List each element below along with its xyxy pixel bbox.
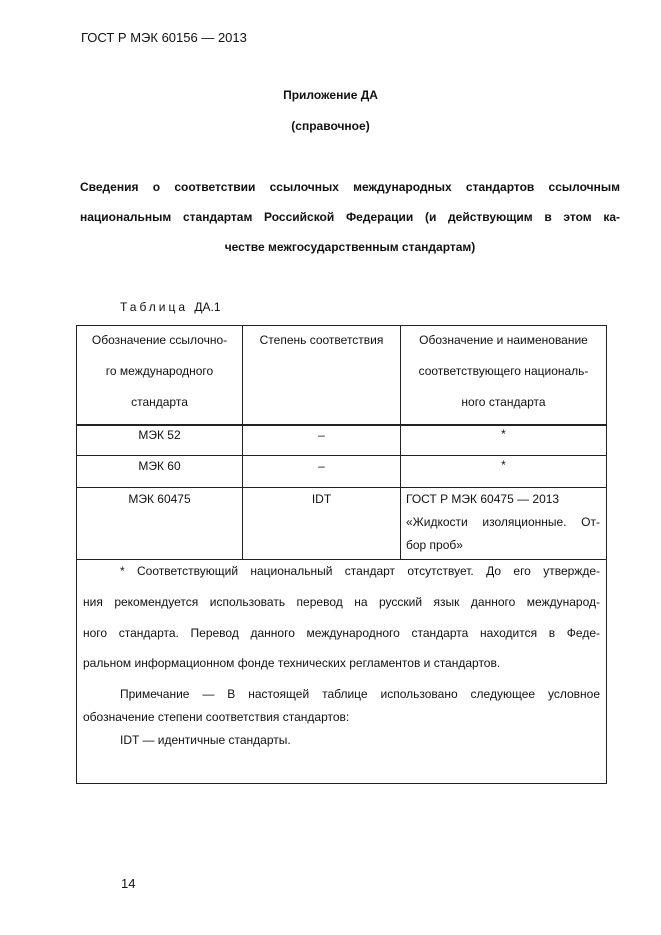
table-border-left — [76, 325, 77, 784]
appendix-kind: (справочное) — [291, 119, 370, 133]
row-3-ref: МЭК 60475 — [128, 492, 191, 506]
header-col1-line-1: Обозначение ссылочно- — [91, 333, 228, 347]
row-3-national-line-3: бор проб» — [406, 538, 463, 552]
heading-line-2: национальным стандартам Российской Федерации (и действующим в этом ка- — [80, 210, 620, 224]
document-code: ГОСТ Р МЭК 60156 — 2013 — [81, 30, 247, 45]
header-col1-line-3: стандарта — [131, 395, 188, 409]
row-3-degree: IDT — [311, 492, 332, 506]
table-label — [120, 300, 221, 314]
row-3-national-line-1: ГОСТ Р МЭК 60475 — 2013 — [406, 492, 560, 506]
header-col3-line-2: соответствующего националь- — [418, 364, 589, 378]
header-col2: Степень соответствия — [259, 333, 384, 347]
page-number: 14 — [121, 876, 136, 891]
row-2-degree: – — [318, 459, 325, 473]
row-3-national-line-2: «Жидкости изоляционные. От- — [406, 515, 600, 529]
table-border-bottom — [76, 783, 607, 784]
header-separator — [76, 424, 607, 426]
footnote-line-2: ния рекомендуется использовать перевод на русский язык данного международ- — [83, 595, 600, 609]
header-col1-line-2: го международного — [105, 364, 214, 378]
table-label-number: ДА.1 — [194, 300, 221, 314]
column-separator-1 — [242, 325, 243, 560]
heading-line-1: Сведения о соответствии ссылочных международных стандартов ссылочным — [80, 180, 620, 194]
table-label-word: Таблица — [120, 300, 189, 314]
row-separator-2 — [76, 487, 607, 488]
table-border-top — [76, 325, 607, 326]
row-1-ref: МЭК 52 — [138, 428, 181, 442]
appendix-title: Приложение ДА — [283, 88, 378, 102]
footnote-line-1: * Соответствующий национальный стандарт отсутствует. До его утвержде- — [120, 564, 600, 578]
row-separator-1 — [76, 455, 607, 456]
header-col3-line-3: ного стандарта — [461, 395, 546, 409]
note-line-2: обозначение степени соответствия стандартов: — [83, 710, 350, 724]
note-line-1: Примечание — В настоящей таблице использовано следующее условное — [120, 687, 600, 701]
note-line-3: IDT — идентичные стандарты. — [120, 733, 291, 747]
table-border-right — [606, 325, 607, 784]
column-separator-2 — [400, 325, 401, 560]
row-1-degree: – — [318, 428, 325, 442]
footnote-line-3: ного стандарта. Перевод данного международного стандарта находится в Феде- — [83, 626, 600, 640]
row-1-national: * — [501, 427, 506, 441]
heading-line-3: честве межгосударственным стандартам) — [224, 240, 476, 254]
footnote-line-4: ральном информационном фонде технических регламентов и стандартов. — [83, 656, 501, 670]
header-col3-line-1: Обозначение и наименование — [419, 333, 588, 347]
row-2-ref: МЭК 60 — [138, 459, 181, 473]
row-2-national: * — [501, 458, 506, 472]
row-separator-3 — [76, 559, 607, 560]
